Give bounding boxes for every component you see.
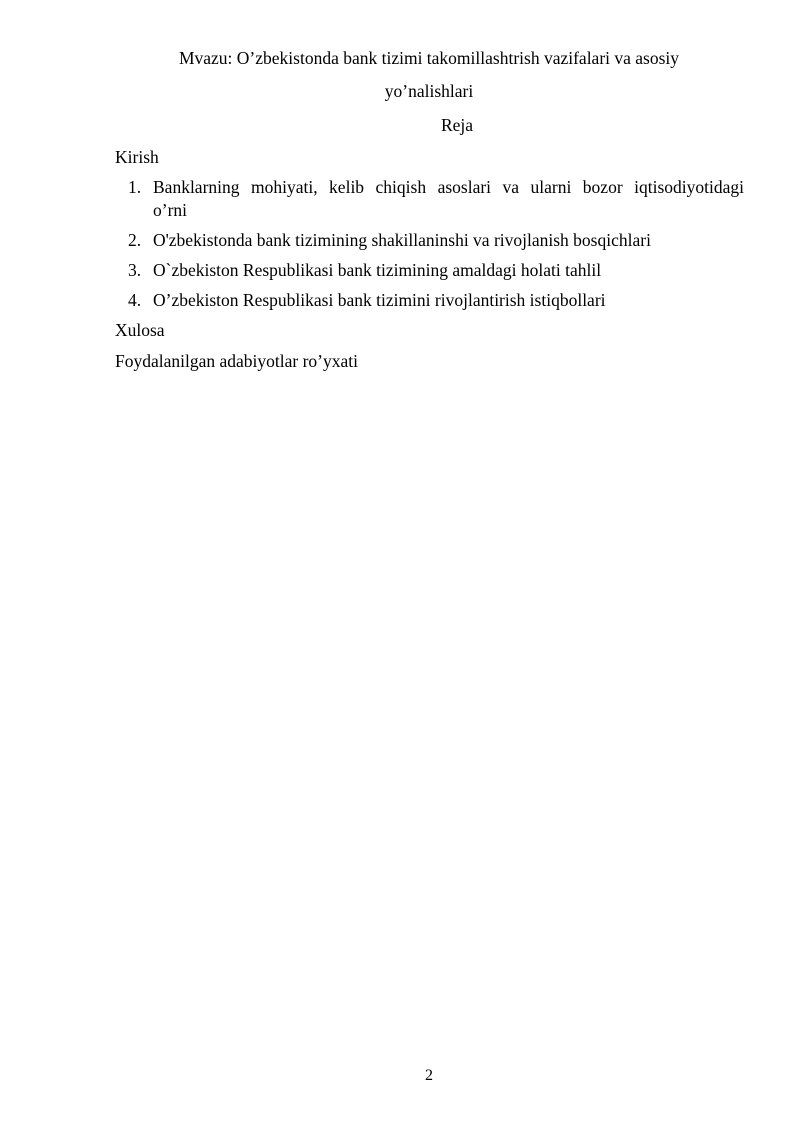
page-number: 2 (425, 1067, 433, 1084)
list-item-text: O`zbekiston Respublikasi bank tizimining amaldagi holati tahlil (153, 260, 602, 280)
conclusion-heading: Xulosa (115, 320, 165, 340)
list-item-text-line-2: o’rni (153, 200, 188, 220)
list-item-number: 1. (128, 177, 142, 197)
intro-heading: Kirish (115, 147, 159, 167)
plan-heading: Reja (440, 115, 474, 135)
title-line-1: Mvazu: O’zbekistonda bank tizimi takomillashtrish vazifalari va asosiy (178, 48, 680, 68)
list-item-text: O'zbekistonda bank tizimining shakillaninshi va rivojlanish bosqichlari (153, 230, 651, 250)
references-heading: Foydalanilgan adabiyotlar ro’yxati (115, 351, 358, 371)
list-item-number: 2. (128, 230, 142, 250)
title-line-2: yo’nalishlari (384, 81, 474, 101)
list-item-text: O’zbekiston Respublikasi bank tizimini rivojlantirish istiqbollari (153, 290, 606, 310)
list-item-number: 3. (128, 260, 142, 280)
list-item-number: 4. (128, 290, 142, 310)
list-item-text-line-1: Banklarning mohiyati, kelib chiqish asoslari va ularni bozor iqtisodiyotidagi (153, 177, 744, 197)
